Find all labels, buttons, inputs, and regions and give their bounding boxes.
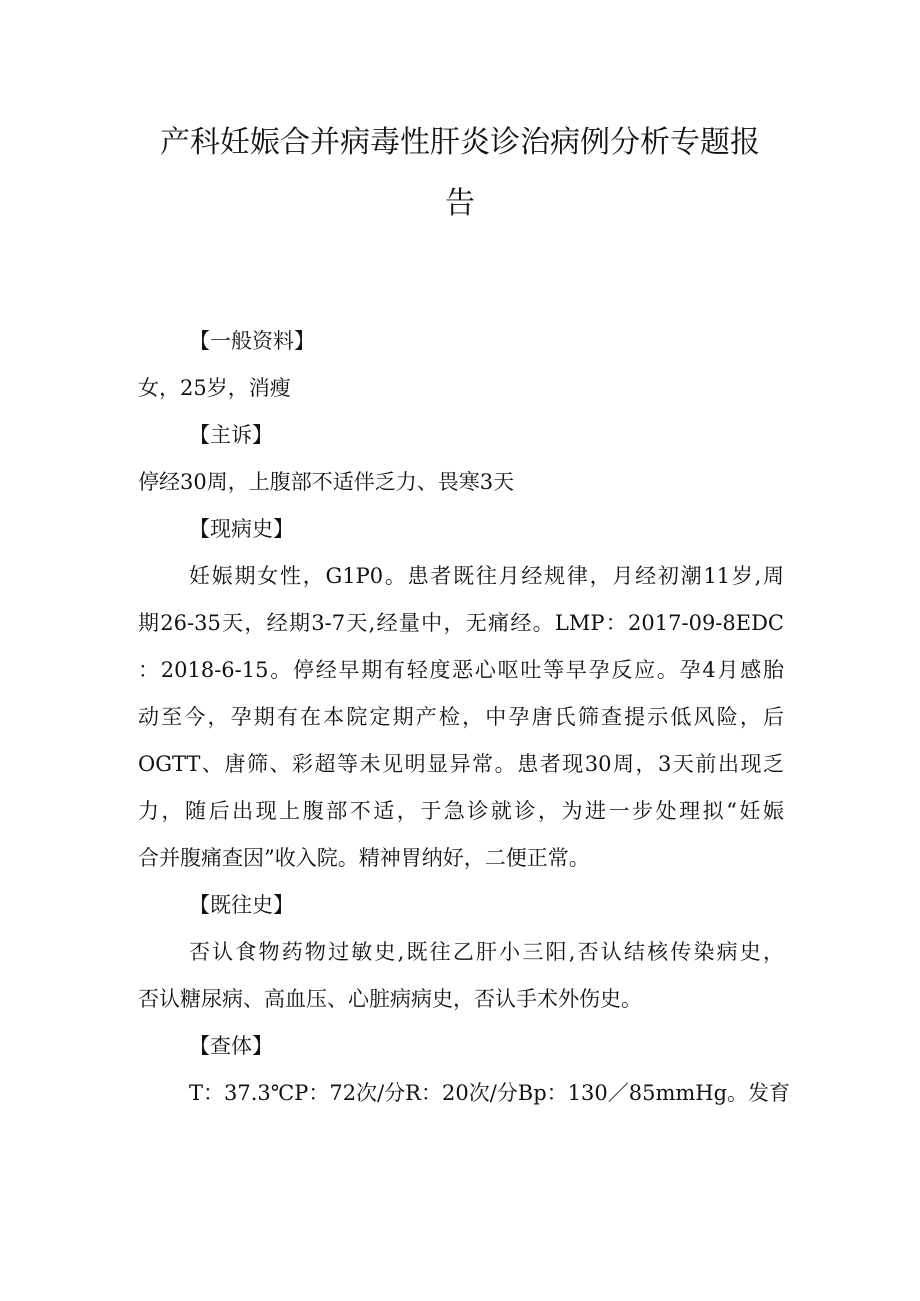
section-heading-exam: 【查体】 xyxy=(189,1034,273,1058)
section-heading-past-history: 【既往史】 xyxy=(189,893,294,917)
present-history-line: 力，随后出现上腹部不适，于急诊就诊，为进一步处理拟“妊娠 xyxy=(138,799,784,823)
document-title: 产科妊娠合并病毒性肝炎诊治病例分析专题报 xyxy=(160,125,760,160)
section-heading-general: 【一般资料】 xyxy=(189,329,315,353)
past-history-line: 否认食物药物过敏史,既往乙肝小三阳,否认结核传染病史， xyxy=(189,940,784,964)
complaint-text: 停经30周，上腹部不适伴乏力、畏寒3天 xyxy=(138,470,515,494)
past-history-line: 否认糖尿病、高血压、心脏病病史，否认手术外伤史。 xyxy=(138,987,642,1011)
section-heading-complaint: 【主诉】 xyxy=(189,423,273,447)
document-title-continued: 告 xyxy=(445,186,475,221)
present-history-line: OGTT、唐筛、彩超等未见明显异常。患者现30周，3天前出现乏 xyxy=(138,752,784,776)
exam-line: T：37.3℃P：72次/分R：20次/分Bp：130／85mmHg。发育 xyxy=(189,1081,791,1105)
present-history-line: 动至今，孕期有在本院定期产检，中孕唐氏筛查提示低风险，后 xyxy=(138,705,784,729)
section-heading-present-history: 【现病史】 xyxy=(189,517,294,541)
present-history-line: 期26-35天，经期3-7天,经量中，无痛经。LMP：2017-09-8EDC xyxy=(138,611,784,635)
present-history-line: 妊娠期女性，G1P0。患者既往月经规律，月经初潮11岁,周 xyxy=(189,564,784,588)
present-history-line: ：2018-6-15。停经早期有轻度恶心呕吐等早孕反应。孕4月感胎 xyxy=(138,658,784,682)
present-history-line: 合并腹痛查因”收入院。精神胃纳好，二便正常。 xyxy=(138,846,590,870)
document-body xyxy=(138,318,791,1117)
general-info-text: 女，25岁，消瘦 xyxy=(138,376,291,400)
